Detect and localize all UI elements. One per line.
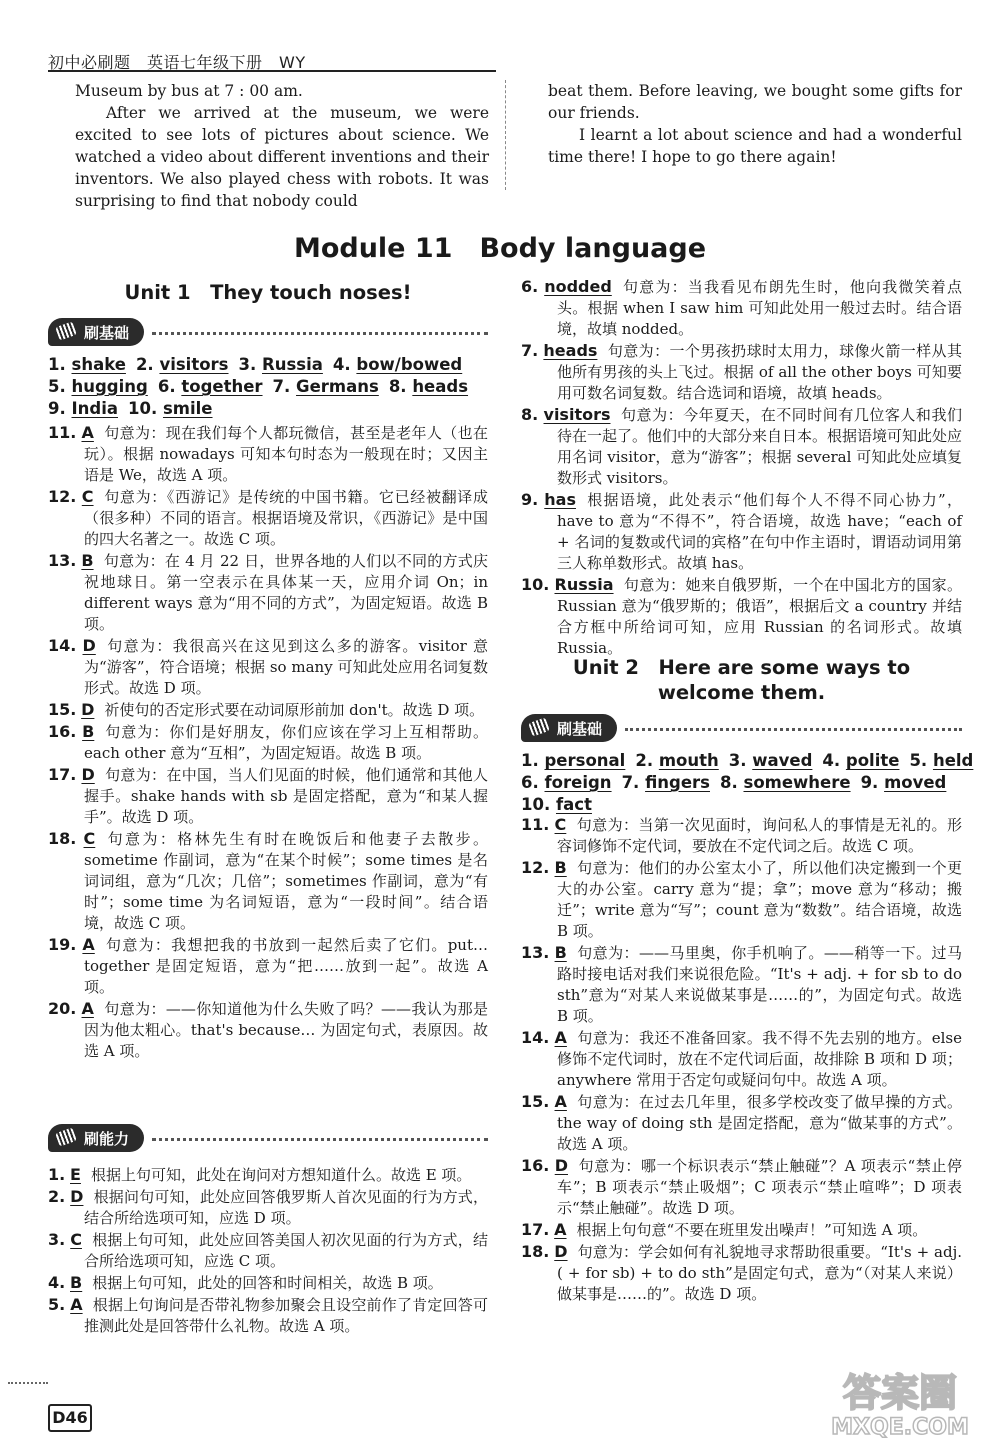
question-number: 7.: [621, 773, 640, 792]
explanation-text: 句意为：当我看见布朗先生时，他向我微笑着点头。根据 when I saw him 可知此处用一般过去时。结合语境，故填 nodded。: [557, 278, 962, 338]
question-number: 5.: [909, 751, 928, 770]
dotted-rule: [152, 332, 488, 335]
question-number: 16.: [521, 1156, 550, 1175]
explanation-text: 句意为：我很高兴在这见到这么多的游客。visitor 意为“游客”，符合语境；根据 so many 可知此处应用名词复数形式。故选 D 项。: [84, 637, 488, 697]
key-answer: [635, 751, 718, 770]
question-number: 19.: [48, 935, 77, 954]
section-ability-head: [48, 1124, 488, 1154]
question-number: 10.: [521, 575, 550, 594]
section-basic-head: [48, 318, 488, 348]
answer-item: [48, 1164, 488, 1186]
question-number: 4.: [822, 751, 841, 770]
question-number: 15.: [48, 700, 77, 719]
question-number: 6.: [157, 377, 176, 396]
key-answer: [521, 795, 592, 814]
answer-word: bow/bowed: [356, 355, 463, 374]
answer-item: [521, 1027, 962, 1091]
key-answer: [48, 355, 126, 374]
answer-choice: D: [554, 1242, 568, 1261]
key-answer: [521, 751, 625, 770]
answer-item: [48, 635, 488, 699]
answer-choice: D: [82, 636, 96, 655]
explanation-text: 句意为：哪一个标识表示“禁止触碰”？A 项表示“禁止停车”；B 项表示“禁止吸烟”；C 项表示“禁止喧哗”；D 项表示“禁止触碰”。故选 D 项。: [557, 1157, 963, 1217]
question-number: 10.: [521, 795, 551, 814]
explanation-text: 根据上句可知，此处在询问对方想知道什么。故选 E 项。: [90, 1166, 472, 1184]
question-number: 7.: [521, 341, 539, 360]
key-answer: [622, 773, 710, 792]
badge-basic: [521, 714, 617, 742]
explanation-text: 祈使句的否定形式要在动词原形前加 don't。故选 D 项。: [104, 701, 485, 719]
page-number: D46: [48, 1404, 92, 1432]
answer-choice: E: [70, 1165, 81, 1184]
question-number: 12.: [521, 858, 550, 877]
key-answer: [861, 773, 947, 792]
unit1-fill-list: [521, 276, 962, 659]
answer-item: [48, 1186, 488, 1229]
answer-word: waved: [752, 751, 813, 770]
question-number: 14.: [48, 636, 77, 655]
answer-choice: A: [554, 1092, 567, 1111]
explanation-text: 句意为：他们的办公室太小了，所以他们决定搬到一个更大的办公室。carry 意为“提；拿”；move 意为“移动；搬迁”；write 意为“写”；count 意为“数数”。结合语境，故选 B 项。: [557, 859, 962, 940]
watermark-logo: [812, 1362, 987, 1442]
answer-item: [48, 699, 488, 721]
question-number: 7.: [272, 377, 291, 396]
question-number: 16.: [48, 722, 77, 741]
answer-item: [521, 1091, 962, 1155]
question-number: 14.: [521, 1028, 550, 1047]
answer-choice: visitors: [543, 405, 611, 424]
answer-word: together: [181, 377, 263, 396]
answer-choice: Russia: [554, 575, 614, 594]
question-number: 6.: [521, 773, 539, 792]
answer-item: [521, 942, 962, 1027]
badge-ability: [48, 1124, 144, 1152]
key-answer-row: [48, 354, 488, 376]
answer-word: India: [71, 399, 118, 418]
answer-item: [48, 550, 488, 635]
answer-item: [521, 1155, 962, 1219]
explanation-text: 句意为：——你知道他为什么失败了吗？——我认为那是因为他太粗心。that's because… 为固定句式，表原因。故选 A 项。: [84, 1000, 488, 1060]
answer-item: [48, 1272, 488, 1294]
answer-word: heads: [412, 377, 469, 396]
answer-word: somewhere: [743, 773, 851, 792]
page-header: [48, 50, 488, 73]
badge-label: 刷能力: [84, 1129, 130, 1148]
story-paragraph: After we arrived at the museum, we were excited to see lots of pictures about science. We watched a video about different inventions and their inventors. We also played chess with robots. It was surprising to find that nobody could: [75, 104, 489, 210]
answer-choice: D: [81, 700, 95, 719]
unit2-title-line: Unit 2 Here are some ways to: [572, 656, 911, 679]
question-number: 2.: [48, 1187, 66, 1206]
unit2-title: [521, 655, 962, 705]
explanation-text: 句意为：你们是好朋友，你们应该在学习上互相帮助。each other 意为“互相”，为固定短语。故选 B 项。: [84, 723, 488, 762]
answer-item: [521, 857, 962, 942]
explanation-text: 根据上句询问是否带礼物参加聚会且设空前作了肯定回答可推测此处是回答带什么礼物。故选 A 项。: [84, 1296, 488, 1335]
explanation-text: 句意为：格林先生有时在晚饭后和他妻子去散步。sometime 作副词，意为“在某个时候”；some times 是名词词组，意为“几次；几倍”；sometimes 作副词，意为“有时”；some time 为名词短语，意为“一段时间”。结合语境，故选 C 项。: [84, 830, 488, 932]
answer-choice: heads: [543, 341, 598, 360]
question-number: 9.: [860, 773, 879, 792]
key-answer: [48, 377, 148, 396]
unit2-answer-list: [521, 814, 962, 1305]
answer-word: smile: [162, 399, 213, 418]
answer-word: mouth: [658, 751, 719, 770]
key-answer: [333, 355, 462, 374]
answer-item: [521, 1241, 962, 1305]
answer-choice: C: [70, 1230, 82, 1249]
answer-word: fact: [555, 795, 592, 814]
question-number: 17.: [48, 765, 77, 784]
answer-choice: C: [83, 829, 96, 848]
badge-label: 刷基础: [84, 323, 130, 342]
column-divider: [505, 80, 506, 190]
key-answer-row: [48, 398, 488, 420]
explanation-text: 句意为：现在我们每个人都玩微信，甚至是老年人（也在玩）。根据 nowadays 可知本句时态为一般现在时；又因主语是 We，故选 A 项。: [84, 424, 488, 484]
question-number: 18.: [48, 829, 77, 848]
question-number: 13.: [521, 943, 550, 962]
key-answer: [273, 377, 379, 396]
brush-icon: [54, 322, 80, 342]
answer-choice: A: [81, 423, 94, 442]
question-number: 11.: [521, 815, 550, 834]
question-number: 6.: [521, 277, 539, 296]
question-number: 8.: [720, 773, 738, 792]
answer-choice: B: [70, 1273, 83, 1292]
badge-basic: [48, 318, 144, 346]
key-answer: [136, 355, 229, 374]
answer-item: [48, 998, 488, 1062]
question-number: 10.: [128, 399, 158, 418]
answer-item: [521, 489, 962, 574]
explanation-text: 句意为：我还不准备回家。我不得不先去别的地方。else 修饰不定代词时，放在不定代词后面，故排除 B 项和 D 项；anywhere 常用于否定句或疑问句中。故选 A 项。: [557, 1029, 962, 1089]
answer-item: [48, 1229, 488, 1272]
answer-choice: A: [554, 1220, 567, 1239]
question-number: 1.: [48, 355, 66, 374]
answer-item: [48, 828, 488, 934]
question-number: 4.: [48, 1273, 66, 1292]
key-answer: [909, 751, 973, 770]
dotted-rule: [625, 728, 962, 731]
question-number: 2.: [135, 355, 154, 374]
answer-choice: C: [81, 487, 94, 506]
answer-item: [48, 1294, 488, 1337]
unit1-key-answers: [48, 354, 488, 420]
unit2-title-line: welcome them.: [657, 681, 826, 704]
answer-item: [521, 574, 962, 659]
answer-word: held: [932, 751, 974, 770]
answer-item: [521, 276, 962, 340]
watermark-text-cn: 答案圈: [842, 1371, 958, 1415]
key-answer: [720, 773, 851, 792]
key-answer: [48, 399, 118, 418]
explanation-text: 句意为：在过去几年里，很多学校改变了做早操的方式。the way of doing sth 是固定搭配，意为“做某事的方式”。故选 A 项。: [557, 1093, 962, 1153]
explanation-text: 根据上句可知，此处的回答和时间相关，故选 B 项。: [92, 1274, 443, 1292]
answer-item: [521, 404, 962, 489]
key-answer: [729, 751, 813, 770]
question-number: 1.: [521, 751, 539, 770]
answer-choice: D: [70, 1187, 84, 1206]
question-number: 11.: [48, 423, 77, 442]
key-answer: [128, 399, 213, 418]
explanation-text: 句意为：《西游记》是传统的中国书籍。它已经被翻译成（很多种）不同的语言。根据语境及常识，《西游记》是中国的四大名著之一。故选 C 项。: [84, 488, 488, 548]
answer-word: foreign: [544, 773, 612, 792]
explanation-text: 句意为：——马里奥，你手机响了。——稍等一下。过马路时接电话对我们来说很危险。“It's + adj. + for sb to do sth”意为“对某人来说做某事是……的”，为固定句式。故选 B 项。: [557, 944, 962, 1025]
explanation-text: 句意为：一个男孩扔球时太用力，球像火箭一样从其他所有男孩的头上飞过。根据 of all the other boys 可知要用可数名词复数。结合选词和语境，故填 heads。: [557, 342, 962, 402]
question-number: 3.: [728, 751, 747, 770]
explanation-text: 根据上句可知，此处应回答美国人初次见面的行为方式，结合所给选项可知，应选 C 项。: [84, 1231, 488, 1270]
answer-item: [48, 934, 488, 998]
story-paragraph: beat them. Before leaving, we bought some gifts for our friends.: [548, 82, 962, 122]
story-paragraph: Museum by bus at 7 : 00 am.: [75, 82, 303, 100]
answer-choice: nodded: [544, 277, 612, 296]
answer-item: [521, 814, 962, 857]
explanation-text: 句意为：她来自俄罗斯，一个在中国北方的国家。Russian 意为“俄罗斯的；俄语”，根据后文 a country 并结合方框中所给词可知，应用 Russian 的名词形式。故填 Russia。: [557, 576, 962, 657]
key-answer: [158, 377, 263, 396]
question-number: 9.: [521, 490, 539, 509]
unit1-ability-list: [48, 1164, 488, 1337]
key-answer-row: [521, 750, 974, 772]
answer-choice: A: [81, 999, 94, 1018]
answer-item: [48, 422, 488, 486]
question-number: 12.: [48, 487, 77, 506]
answer-item: [48, 764, 488, 828]
question-number: 3.: [238, 355, 257, 374]
answer-word: shake: [71, 355, 126, 374]
answer-word: hugging: [71, 377, 148, 396]
answer-choice: B: [82, 722, 95, 741]
explanation-text: 根据问句可知，此处应回答俄罗斯人首次见面的行为方式，结合所给选项可知，应选 D 项。: [84, 1188, 488, 1227]
key-answer-row: [521, 772, 962, 794]
key-answer: [239, 355, 323, 374]
answer-word: personal: [544, 751, 626, 770]
answer-word: polite: [845, 751, 900, 770]
badge-label: 刷基础: [557, 719, 603, 738]
answer-choice: A: [82, 935, 95, 954]
answer-word: visitors: [159, 355, 229, 374]
answer-choice: has: [544, 490, 576, 509]
question-number: 3.: [48, 1230, 66, 1249]
answer-choice: D: [554, 1156, 568, 1175]
answer-word: Russia: [262, 355, 323, 374]
story-right-column: [548, 80, 962, 168]
question-number: 17.: [521, 1220, 550, 1239]
question-number: 18.: [521, 1242, 550, 1261]
story-paragraph: I learnt a lot about science and had a wonderful time there! I hope to go there again!: [548, 126, 962, 166]
story-left-column: [75, 80, 489, 212]
module-title: Module 11 Body language: [293, 233, 707, 264]
answer-choice: C: [554, 815, 567, 834]
key-answer: [521, 773, 612, 792]
question-number: 15.: [521, 1092, 550, 1111]
explanation-text: 句意为：今年夏天，在不同时间有几位客人和我们待在一起了。他们中的大部分来自日本。根据语境可知此处应用名词 visitor，意为“游客”；根据 several 可知此处应填复数形式 visitors。: [557, 406, 963, 487]
answer-choice: B: [81, 551, 94, 570]
answer-choice: A: [70, 1295, 83, 1314]
unit2-key-answers: [521, 750, 974, 816]
question-number: 1.: [48, 1165, 66, 1184]
unit1-answer-list: [48, 422, 488, 1062]
header-rule: [48, 70, 496, 72]
question-number: 20.: [48, 999, 77, 1018]
answer-choice: D: [81, 765, 95, 784]
key-answer-row: [521, 794, 962, 816]
section-basic-head-unit2: [521, 714, 962, 744]
brush-icon: [54, 1128, 80, 1148]
explanation-text: 句意为：当第一次见面时，询问私人的事情是无礼的。形容词修饰不定代词，要放在不定代词之后。故选 C 项。: [557, 816, 962, 855]
answer-choice: A: [554, 1028, 567, 1047]
explanation-text: 句意为：在中国，当人们见面的时候，他们通常和其他人握手。shake hands with sb 是固定搭配，意为“和某人握手”。故选 D 项。: [84, 766, 488, 826]
answer-item: [48, 721, 488, 764]
question-number: 13.: [48, 551, 77, 570]
explanation-text: 句意为：学会如何有礼貌地寻求帮助很重要。“It's + adj. ( + for sb) + to do sth”是固定句式，意为“（对某人来说）做某事是……的”。故选 D 项。: [557, 1243, 962, 1303]
key-answer: [389, 377, 468, 396]
answer-choice: B: [554, 858, 567, 877]
answer-word: moved: [884, 773, 947, 792]
explanation-text: 根据上句句意“不要在班里发出噪声！”可知选 A 项。: [576, 1221, 928, 1239]
dotted-rule: [152, 1138, 488, 1141]
footer-dots: [8, 1382, 48, 1384]
header-text: 初中必刷题 英语七年级下册 WY: [48, 53, 306, 72]
explanation-text: 句意为：我想把我的书放到一起然后卖了它们。put… together 是固定短语，意为“把……放到一起”。故选 A 项。: [84, 936, 488, 996]
question-number: 8.: [521, 405, 539, 424]
explanation-text: 句意为：在 4 月 22 日，世界各地的人们以不同的方式庆祝地球日。第一空表示在具体某一天，应用介词 On；in different ways 意为“用不同的方式”，为固定短语。故选 B 项。: [84, 552, 488, 633]
answer-item: [521, 340, 962, 404]
answer-word: fingers: [645, 773, 710, 792]
question-number: 4.: [332, 355, 351, 374]
watermark-text-url: MXQE.COM: [831, 1415, 969, 1440]
key-answer: [822, 751, 899, 770]
question-number: 2.: [635, 751, 654, 770]
answer-choice: B: [554, 943, 567, 962]
question-number: 8.: [388, 377, 407, 396]
question-number: 5.: [48, 377, 66, 396]
explanation-text: 根据语境，此处表示“他们每个人不得不同心协力”，have to 意为“不得不”，符合语境，故选 have；“each of + 名词的复数或代词的宾格”在句中作主语时，谓语动词用第三人称单数形式。故填 has。: [557, 491, 962, 572]
answer-item: [521, 1219, 962, 1241]
brush-icon: [527, 718, 553, 738]
question-number: 9.: [48, 399, 66, 418]
key-answer-row: [48, 376, 488, 398]
answer-item: [48, 486, 488, 550]
answer-word: Germans: [296, 377, 379, 396]
question-number: 5.: [48, 1295, 66, 1314]
unit1-title: Unit 1 They touch noses!: [124, 281, 412, 304]
